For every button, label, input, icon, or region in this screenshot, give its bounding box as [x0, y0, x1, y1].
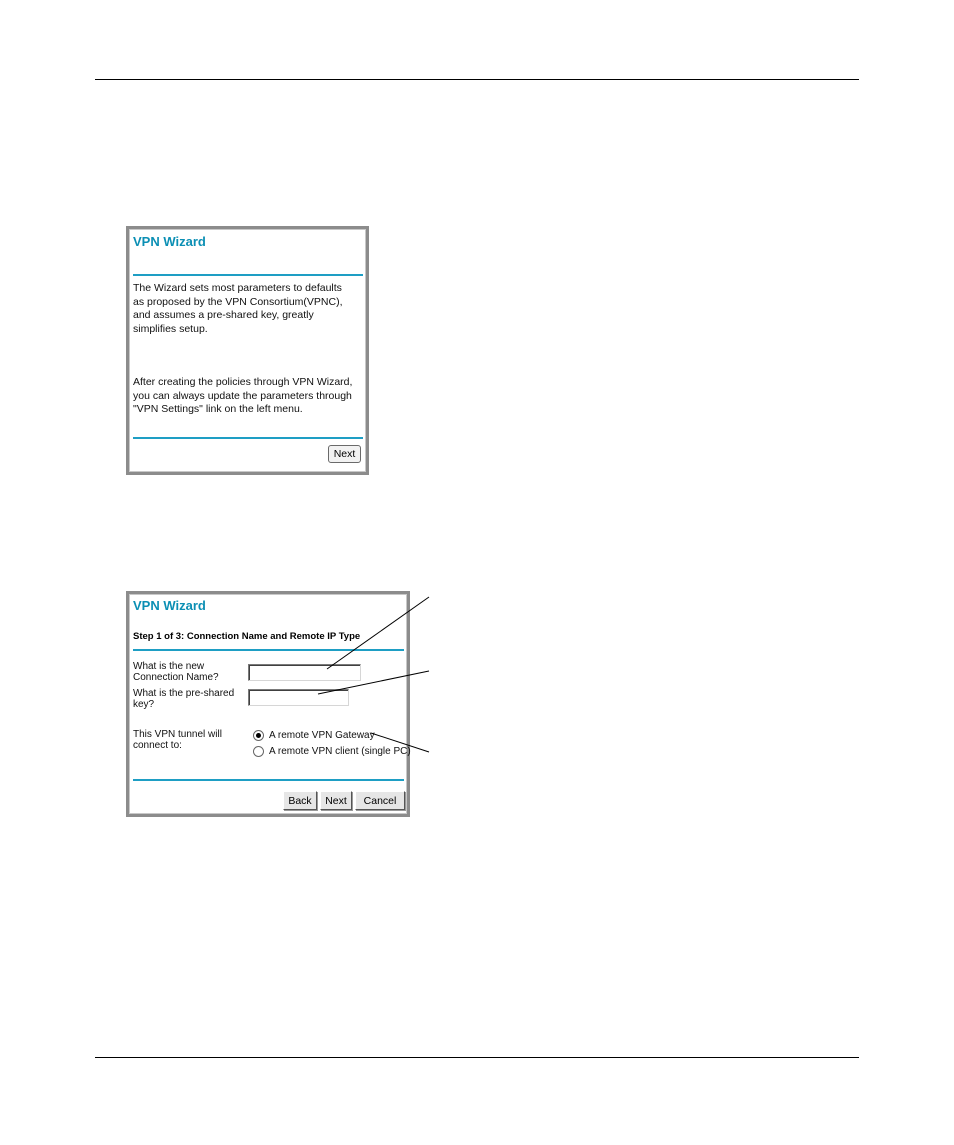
step-title: Step 1 of 3: Connection Name and Remote IP Type	[133, 631, 361, 642]
option-label: A remote VPN Gateway	[269, 730, 375, 741]
intro-line: as proposed by the VPN Consortium(VPNC),	[133, 295, 343, 308]
label-line: What is the new	[133, 661, 205, 672]
intro-line: "VPN Settings" link on the left menu.	[133, 403, 303, 415]
next-button[interactable]: Next	[320, 791, 352, 810]
label-line: This VPN tunnel will	[133, 729, 222, 740]
next-button[interactable]: Next	[328, 445, 361, 463]
back-button[interactable]: Back	[283, 791, 317, 810]
intro-line: you can always update the parameters through	[133, 389, 352, 402]
cancel-button[interactable]: Cancel	[355, 791, 405, 810]
intro-line: simplifies setup.	[133, 322, 208, 335]
wizard-title: VPN Wizard	[133, 234, 206, 249]
callout-line-remote-gateway	[371, 733, 429, 752]
option-label: A remote VPN client (single PC)	[269, 746, 411, 757]
label-line: Connection Name?	[133, 672, 219, 683]
wizard-title: VPN Wizard	[133, 598, 206, 613]
label-line: key?	[133, 699, 155, 710]
intro-line: The Wizard sets most parameters to defaults	[133, 282, 342, 294]
callout-line-connection-name	[327, 597, 429, 669]
callout-line-preshared-key	[318, 671, 429, 694]
intro-line: and assumes a pre-shared key, greatly	[133, 309, 314, 321]
label-line: What is the pre-shared	[133, 688, 235, 699]
label-line: connect to:	[133, 740, 182, 751]
intro-line: After creating the policies through VPN Wizard,	[133, 376, 353, 388]
